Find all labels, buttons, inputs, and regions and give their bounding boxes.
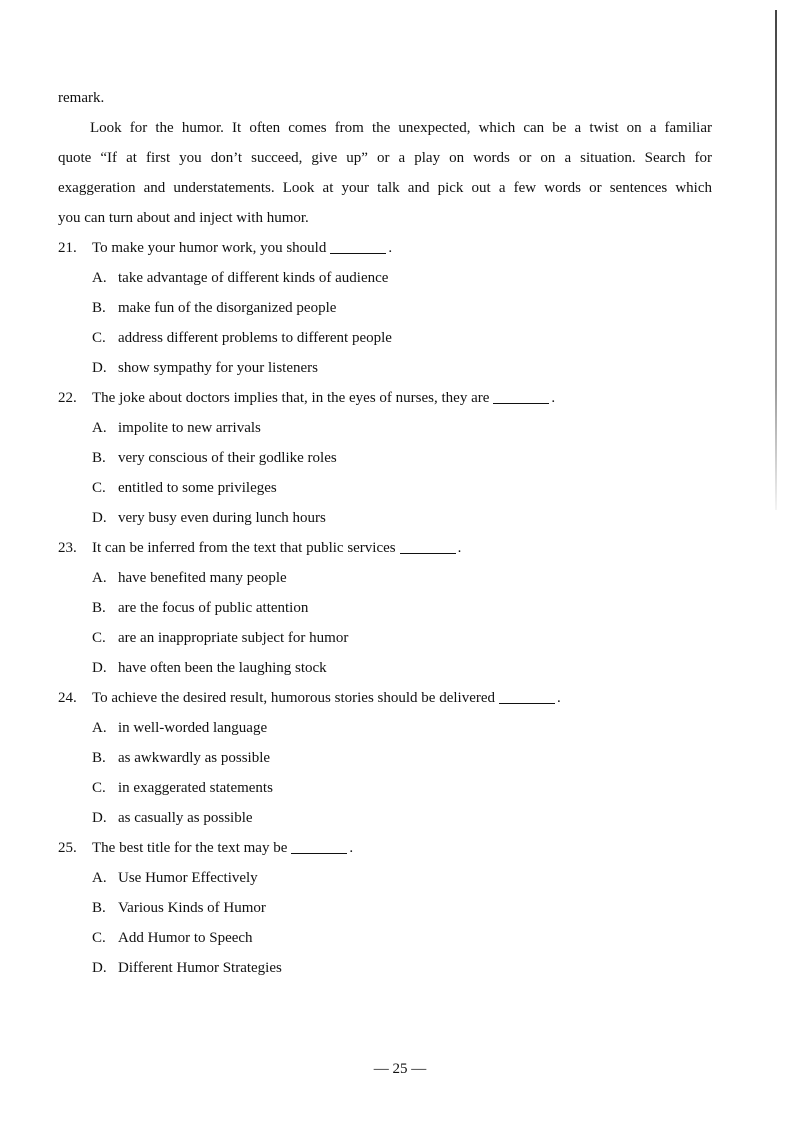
- option-letter: C.: [92, 480, 106, 496]
- option-24-b: [92, 750, 270, 767]
- option-text: make fun of the disorganized people: [118, 300, 337, 316]
- option-letter: B.: [92, 750, 106, 766]
- option-23-a: [92, 570, 287, 587]
- option-letter: B.: [92, 900, 106, 916]
- option-25-d: [92, 960, 282, 977]
- option-letter: D.: [92, 810, 107, 826]
- option-24-d: [92, 810, 253, 827]
- question-stem: The best title for the text may be: [92, 840, 288, 856]
- answer-blank: [499, 702, 555, 704]
- passage-line-5: you can turn about and inject with humor.: [58, 210, 309, 226]
- option-letter: C.: [92, 930, 106, 946]
- option-22-b: [92, 450, 337, 467]
- option-23-d: [92, 660, 327, 677]
- option-25-b: [92, 900, 266, 917]
- option-21-c: [92, 330, 392, 347]
- option-22-d: [92, 510, 326, 527]
- option-text: Various Kinds of Humor: [118, 900, 266, 916]
- question-21: [58, 240, 392, 257]
- option-letter: D.: [92, 510, 107, 526]
- option-letter: A.: [92, 720, 107, 736]
- answer-blank: [400, 552, 456, 554]
- option-text: have benefited many people: [118, 570, 287, 586]
- question-end: .: [388, 240, 393, 256]
- question-number: 24.: [58, 690, 77, 706]
- option-letter: C.: [92, 780, 106, 796]
- option-21-d: [92, 360, 318, 377]
- option-letter: D.: [92, 360, 107, 376]
- option-text: impolite to new arrivals: [118, 420, 261, 436]
- option-25-a: [92, 870, 258, 887]
- question-end: .: [557, 690, 561, 706]
- option-letter: B.: [92, 450, 106, 466]
- option-23-c: [92, 630, 348, 647]
- option-letter: A.: [92, 870, 107, 886]
- answer-blank: [493, 402, 549, 404]
- option-text: show sympathy for your listeners: [118, 360, 318, 376]
- question-stem: It can be inferred from the text that public services: [92, 540, 396, 556]
- option-22-c: [92, 480, 277, 497]
- option-text: Use Humor Effectively: [118, 870, 258, 886]
- question-number: 22.: [58, 390, 77, 406]
- question-22: [58, 390, 555, 407]
- question-23: [58, 540, 461, 557]
- option-text: very busy even during lunch hours: [118, 510, 326, 526]
- question-stem: To make your humor work, you should: [92, 240, 327, 256]
- option-text: as casually as possible: [118, 810, 253, 826]
- option-text: address different problems to different people: [118, 330, 392, 346]
- question-number: 21.: [58, 240, 77, 256]
- option-letter: A.: [92, 270, 107, 286]
- option-letter: A.: [92, 420, 107, 436]
- option-25-c: [92, 930, 253, 947]
- question-24: [58, 690, 561, 707]
- option-letter: B.: [92, 300, 106, 316]
- option-21-a: [92, 270, 388, 287]
- question-stem: To achieve the desired result, humorous stories should be delivered: [92, 690, 496, 706]
- passage-line-4: exaggeration and understatements. Look at your talk and pick out a few words or sentences which: [58, 180, 712, 196]
- option-24-c: [92, 780, 273, 797]
- option-23-b: [92, 600, 308, 617]
- option-letter: D.: [92, 960, 107, 976]
- passage-line-2: Look for the humor. It often comes from the unexpected, which can be a twist on a familiar: [90, 120, 712, 136]
- option-text: have often been the laughing stock: [118, 660, 327, 676]
- question-end: .: [551, 390, 556, 406]
- option-22-a: [92, 420, 261, 437]
- question-end: .: [457, 540, 462, 556]
- option-letter: B.: [92, 600, 106, 616]
- option-text: are an inappropriate subject for humor: [118, 630, 349, 646]
- passage-line-1: remark.: [58, 90, 105, 106]
- option-letter: D.: [92, 660, 107, 676]
- option-letter: C.: [92, 330, 106, 346]
- answer-blank: [330, 252, 386, 254]
- question-stem: The joke about doctors implies that, in the eyes of nurses, they are: [92, 390, 490, 406]
- question-number: 23.: [58, 540, 77, 556]
- answer-blank: [291, 852, 347, 854]
- option-text: are the focus of public attention: [118, 600, 309, 616]
- option-text: entitled to some privileges: [118, 480, 277, 496]
- page-number: — 25 —: [373, 1061, 427, 1077]
- question-number: 25.: [58, 840, 77, 856]
- passage-line-3: quote “If at first you don’t succeed, give up” or a play on words or on a situation. Search for: [58, 150, 712, 166]
- option-21-b: [92, 300, 336, 317]
- option-letter: C.: [92, 630, 106, 646]
- option-letter: A.: [92, 570, 107, 586]
- question-end: .: [349, 840, 354, 856]
- question-25: [58, 840, 353, 857]
- option-text: Different Humor Strategies: [118, 960, 282, 976]
- option-text: very conscious of their godlike roles: [118, 450, 337, 466]
- option-text: in well-worded language: [118, 720, 268, 736]
- option-text: Add Humor to Speech: [118, 930, 253, 946]
- option-24-a: [92, 720, 267, 737]
- option-text: as awkwardly as possible: [118, 750, 271, 766]
- option-text: take advantage of different kinds of audience: [118, 270, 389, 286]
- scan-edge-line: [775, 10, 777, 510]
- option-text: in exaggerated statements: [118, 780, 273, 796]
